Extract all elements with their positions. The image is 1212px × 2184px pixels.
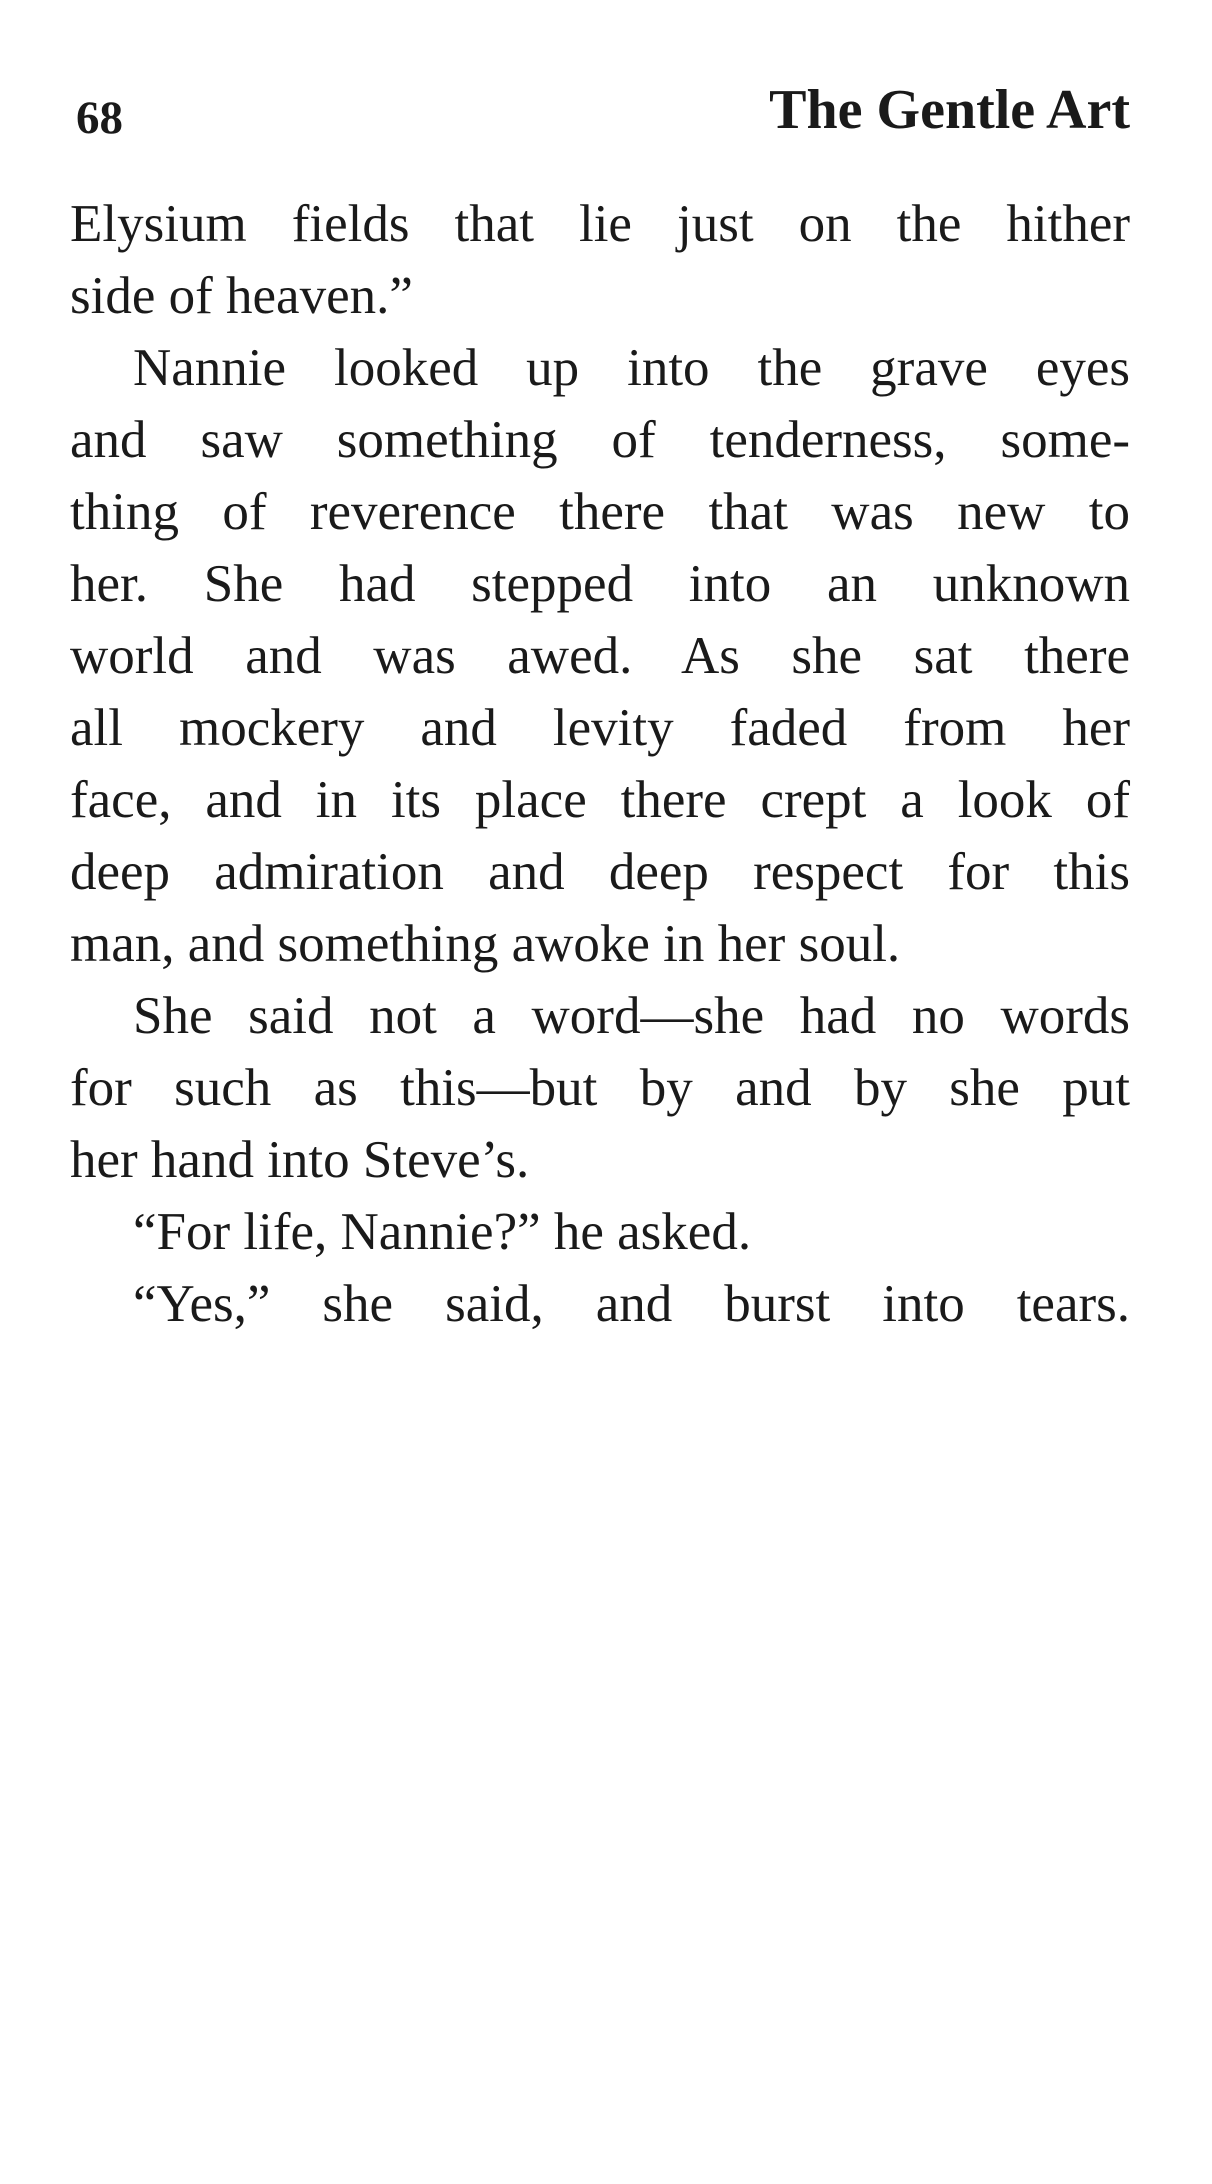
text-line: Elysium fields that lie just on the hither — [70, 195, 1130, 253]
text-line: her. She had stepped into an unknown — [70, 555, 1130, 613]
paragraph — [70, 1268, 1130, 1340]
paragraph — [70, 980, 1130, 1196]
text-line: her hand into Steve’s. — [70, 1131, 530, 1189]
text-line: thing of reverence there that was new to — [70, 483, 1130, 541]
text-line: Nannie looked up into the grave eyes — [133, 339, 1130, 397]
text-line: all mockery and levity faded from her — [70, 699, 1130, 757]
running-head — [76, 70, 1130, 150]
text-line: She said not a word—she had no words — [133, 987, 1130, 1045]
running-title: The Gentle Art — [769, 79, 1130, 141]
page-number: 68 — [76, 92, 123, 144]
text-line: face, and in its place there crept a look of — [70, 771, 1130, 829]
paragraph — [70, 332, 1130, 980]
text-line: for such as this—but by and by she put — [70, 1059, 1130, 1117]
paragraph — [70, 188, 1130, 332]
text-line: “For life, Nannie?” he asked. — [133, 1203, 752, 1261]
text-line: and saw something of tenderness, some- — [70, 411, 1130, 469]
text-line: “Yes,” she said, and burst into tears. — [133, 1275, 1130, 1333]
text-line: world and was awed. As she sat there — [70, 627, 1130, 685]
text-line: man, and something awoke in her soul. — [70, 915, 901, 973]
text-line: deep admiration and deep respect for this — [70, 843, 1130, 901]
text-line: side of heaven.” — [70, 267, 413, 325]
body-text — [70, 188, 1130, 1340]
paragraph — [70, 1196, 1130, 1268]
